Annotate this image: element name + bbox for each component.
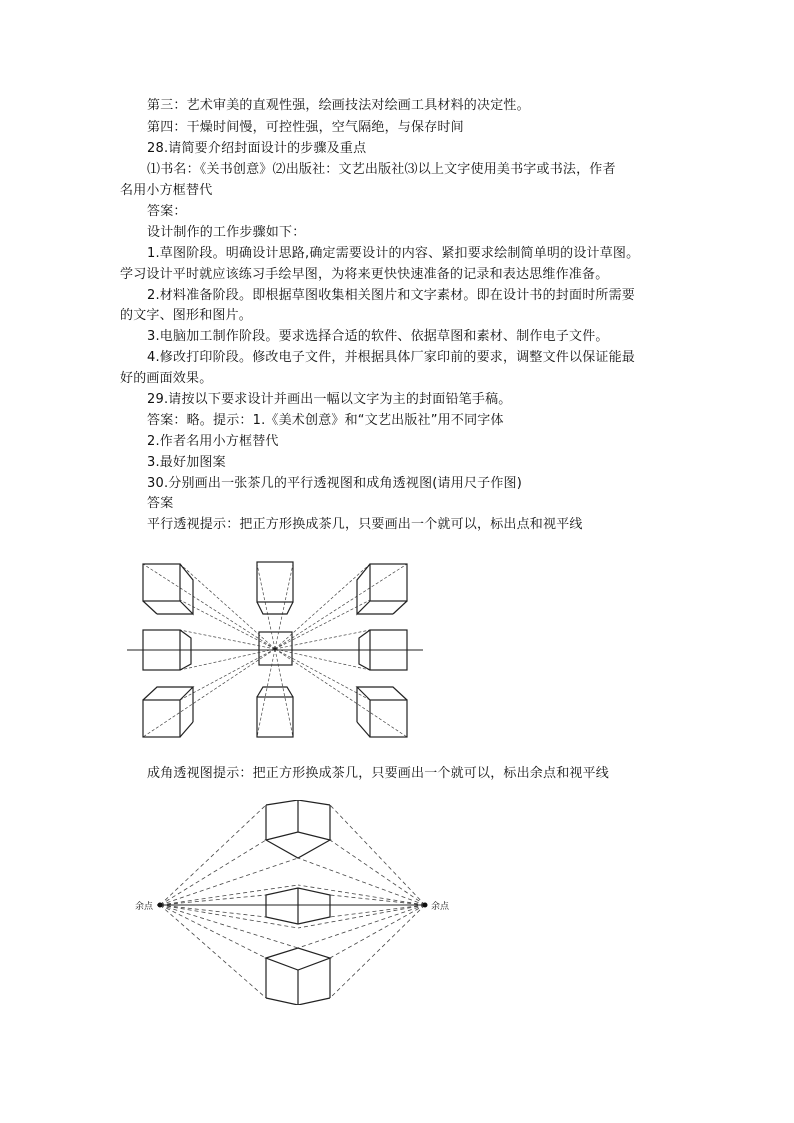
parallel-perspective-figure [125, 552, 425, 747]
text-line: 3.最好加图案 [147, 455, 226, 470]
answer-label: 答案 [147, 496, 174, 511]
text-line: 第三：艺术审美的直观性强，绘画技法对绘画工具材料的决定性。 [147, 98, 530, 113]
step-2: 2.材料准备阶段。即根据草图收集相关图片和文字素材。即在设计书的封面时所需要 [147, 288, 636, 303]
text-line: 第四：干燥时间慢，可控性强，空气隔绝，与保存时间 [147, 120, 464, 135]
right-vanishing-point-label: 余点 [431, 902, 450, 912]
parallel-perspective-hint: 平行透视提示：把正方形换成茶几，只要画出一个就可以，标出点和视平线 [147, 517, 583, 532]
text-line: ⑴书名：《关书创意》⑵出版社：文艺出版社⑶以上文字使用美书字或书法，作者 [147, 162, 616, 177]
text-line: 好的画面效果。 [120, 371, 213, 386]
step-3: 3.电脑加工制作阶段。要求选择合适的软件、依据草图和素材、制作电子文件。 [147, 329, 609, 344]
answer-label: 答案： [147, 204, 187, 219]
text-line: 答案：略。提示：1.《美术创意》和“文艺出版社”用不同字体 [147, 413, 504, 428]
text-line: 2.作者名用小方框替代 [147, 434, 279, 449]
text-line: 名用小方框替代 [120, 183, 213, 198]
angular-perspective-hint: 成角透视图提示：把正方形换成茶几，只要画出一个就可以，标出余点和视平线 [147, 766, 610, 781]
left-vanishing-point-label: 余点 [135, 902, 154, 912]
text-line: 的文字、图形和图片。 [120, 308, 253, 323]
question-30: 30.分别画出一张茶几的平行透视图和成角透视图(请用尺子作图) [147, 476, 523, 491]
text-line: 设计制作的工作步骤如下： [147, 225, 306, 240]
question-28: 28.请简要介绍封面设计的步骤及重点 [147, 141, 367, 156]
question-29: 29.请按以下要求设计并画出一幅以文字为主的封面铅笔手稿。 [147, 392, 512, 407]
angular-perspective-figure [135, 800, 465, 1005]
text-line: 学习设计平时就应该练习手绘早图，为将来更快快速准备的记录和表达思维作准备。 [120, 267, 609, 282]
step-4: 4.修改打印阶段。修改电子文件，并根据具体厂家印前的要求，调整文件以保证能最 [147, 350, 636, 365]
step-1: 1.草图阶段。明确设计思路,确定需要设计的内容、紧扣要求绘制简单明的设计草图。 [147, 246, 640, 261]
